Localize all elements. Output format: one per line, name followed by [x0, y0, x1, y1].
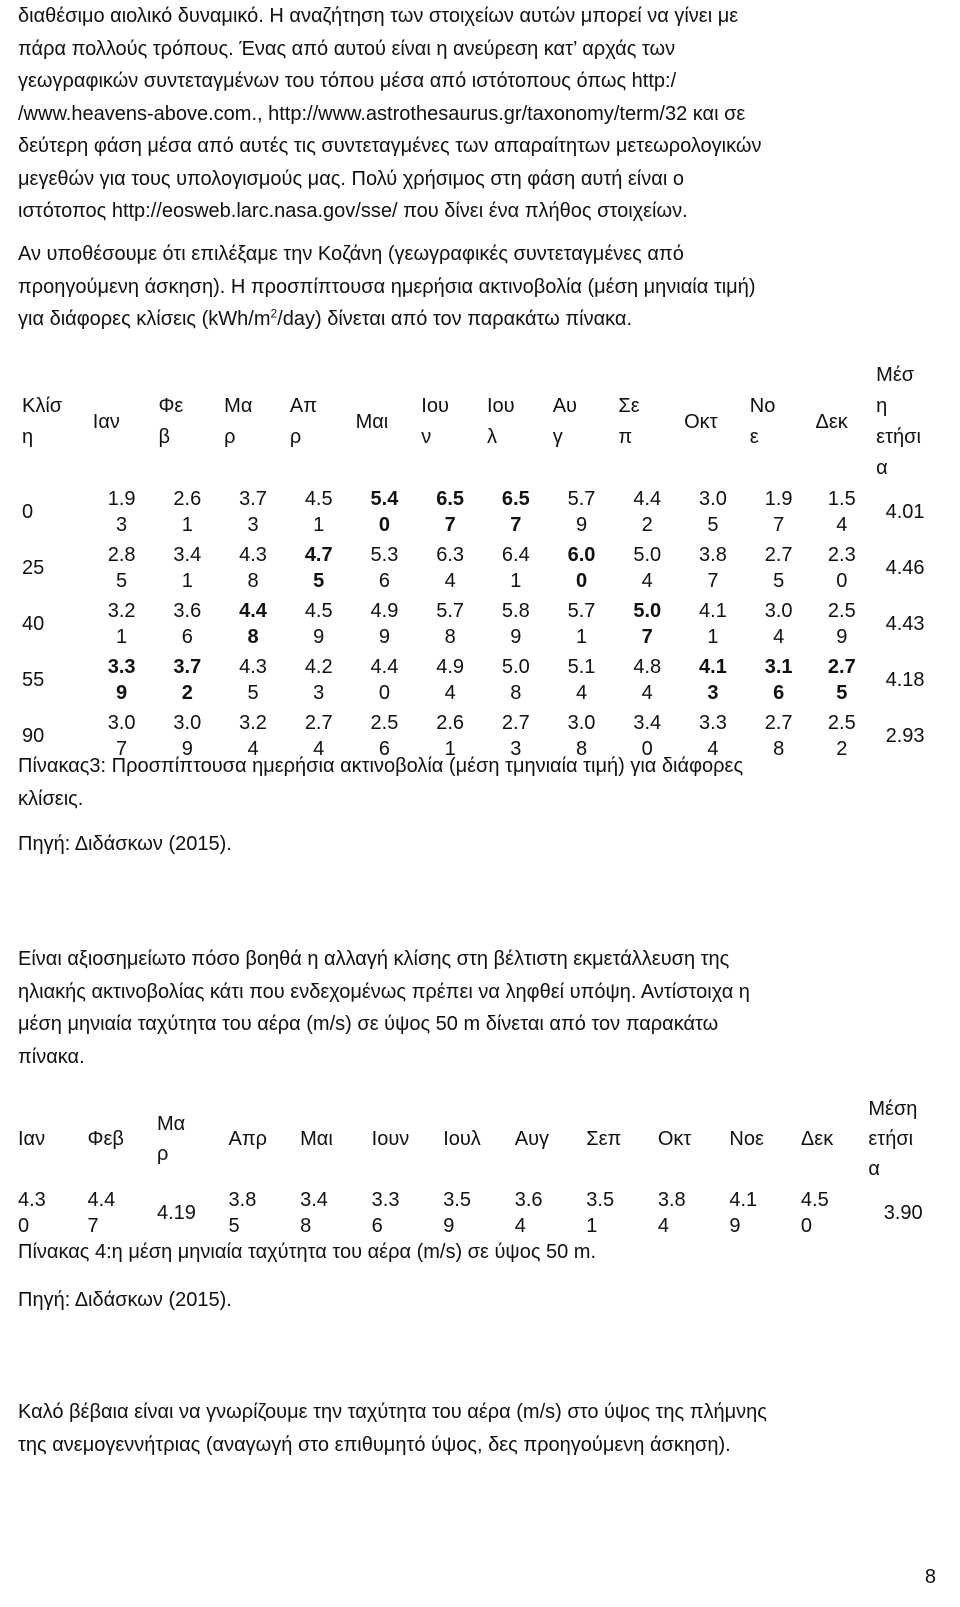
- column-header: Ιαν: [18, 1128, 46, 1150]
- caption-line: Πίνακας3: Προσπίπτουσα ημερήσια ακτινοβολία (μέση τμηνιαία τιμή) για διάφορες: [18, 755, 744, 777]
- cell-value: 5.0 7: [633, 600, 662, 648]
- column-header: Νο ε: [749, 395, 776, 448]
- cell-value: 5.3 6: [370, 544, 399, 592]
- table-cell: [746, 484, 812, 540]
- cell-value: 6.3 4: [436, 544, 465, 592]
- cell-value: 4.3 8: [239, 544, 267, 592]
- text-line: πάρα πολλούς τρόπους. Ένας από αυτού είναι η ανεύρεση κατ’ αρχάς των: [18, 37, 676, 60]
- table-cell: [220, 484, 286, 540]
- cell-value: 4.8 4: [633, 656, 662, 704]
- table-cell: [417, 652, 483, 708]
- cell-value: 3.1 6: [764, 656, 793, 704]
- cell-value: 1.9 7: [764, 488, 793, 536]
- column-header: Ιαν: [92, 410, 120, 433]
- text-line: Αν υποθέσουμε ότι επιλέξαμε την Κοζάνη (γεωγραφικές συντεταγμένες από: [18, 243, 684, 265]
- slope-cell: 0: [22, 500, 34, 523]
- table-cell: [746, 652, 812, 708]
- column-header: Σεπ: [586, 1128, 622, 1150]
- table-cell: [746, 708, 812, 764]
- column-header: Ιου λ: [486, 395, 515, 448]
- table4-caption: Πίνακας 4:η μέση μηνιαία ταχύτητα του αέρα (m/s) σε ύψος 50 m.: [18, 1241, 597, 1263]
- column-header: Αυ γ: [552, 395, 577, 448]
- cell-value: 2.7 5: [827, 656, 856, 704]
- table-cell: [549, 484, 615, 540]
- table-cell: [154, 596, 220, 652]
- table-cell: [352, 596, 418, 652]
- table-cell: [680, 540, 746, 596]
- cell-value: 4.4 7: [87, 1189, 116, 1237]
- table-cell: [812, 596, 873, 652]
- column-header: Μα ρ: [224, 395, 253, 448]
- table-cell: [729, 1184, 801, 1242]
- cell-value: 3.2 1: [107, 600, 136, 648]
- cell-value: 3.5 1: [586, 1189, 615, 1237]
- intro-paragraph: [18, 0, 943, 228]
- cell-value: 3.4 1: [173, 544, 202, 592]
- annual-mean-cell: 4.43: [885, 612, 925, 635]
- annual-mean-cell: 4.01: [885, 500, 925, 523]
- table-row: [18, 540, 938, 596]
- kozani-paragraph: [18, 238, 943, 336]
- annual-mean-cell: 2.93: [885, 724, 925, 747]
- table-cell: [286, 540, 352, 596]
- column-header: Σε π: [618, 395, 640, 448]
- cell-value: 5.7 8: [436, 600, 465, 648]
- table-cell: [680, 596, 746, 652]
- cell-value: 3.6 6: [173, 600, 202, 648]
- table-cell: [483, 540, 549, 596]
- cell-value: 1.5 4: [827, 488, 856, 536]
- table-cell: [372, 1184, 444, 1242]
- cell-value: 4.4 2: [633, 488, 662, 536]
- column-header: Δεκ: [800, 1128, 834, 1150]
- table-cell: [614, 652, 680, 708]
- table-cell: [352, 540, 418, 596]
- table3-source: Πηγή: Διδάσκων (2015).: [18, 833, 232, 855]
- table-header-row: [18, 360, 938, 484]
- table4-source: Πηγή: Διδάσκων (2015).: [18, 1289, 232, 1311]
- table-cell: [154, 540, 220, 596]
- text-line: [18, 303, 943, 336]
- table-cell: [614, 596, 680, 652]
- cell-value: 5.1 4: [567, 656, 596, 704]
- cell-value: 4.5 9: [304, 600, 333, 648]
- column-header: Φεβ: [87, 1128, 124, 1150]
- cell-value: 4.4 8: [239, 600, 267, 648]
- slope-cell: 40: [22, 612, 45, 635]
- cell-value: 3.4 0: [633, 712, 662, 760]
- table-cell: [549, 652, 615, 708]
- cell-value: 5.0 4: [633, 544, 662, 592]
- cell-value: 4.7 5: [304, 544, 333, 592]
- cell-value: 1.9 3: [107, 488, 136, 536]
- table-cell: [18, 1184, 88, 1242]
- table-cell: [154, 652, 220, 708]
- column-header: Μαι: [355, 410, 389, 433]
- table-row: [18, 596, 938, 652]
- text-line: ιστότοπος http://eosweb.larc.nasa.gov/sse/ που δίνει ένα πλήθος στοιχείων.: [18, 200, 688, 222]
- cell-value: 3.2 4: [239, 712, 267, 760]
- column-header: Αυγ: [514, 1128, 550, 1150]
- table-cell: [515, 1184, 587, 1242]
- cell-value: 3.7 2: [173, 656, 202, 704]
- text-segment: για διάφορες κλίσεις (kWh/m: [18, 308, 271, 330]
- cell-value: 4.1 3: [699, 656, 727, 704]
- table-cell: [286, 652, 352, 708]
- cell-value: 4.9 4: [436, 656, 465, 704]
- column-header: Δεκ: [815, 410, 848, 433]
- cell-value: 6.5 7: [501, 488, 530, 536]
- table-cell: [300, 1184, 372, 1242]
- cell-value: 3.3 9: [107, 656, 136, 704]
- cell-value: 4.2 3: [304, 656, 333, 704]
- table-cell: [417, 540, 483, 596]
- cell-value: 2.6 1: [173, 488, 202, 536]
- text-line: της ανεμογεννήτριας (αναγωγή στο επιθυμητό ύψος, δες προηγούμενη άσκηση).: [18, 1433, 731, 1456]
- table-cell: [220, 596, 286, 652]
- cell-value: 4.3 0: [18, 1189, 46, 1237]
- table-cell: [229, 1184, 301, 1242]
- cell-value: 6.0 0: [567, 544, 596, 592]
- irradiance-table: [18, 360, 938, 764]
- cell-value: 6.5 7: [436, 488, 465, 536]
- cell-value: 2.5 2: [827, 712, 856, 760]
- cell-value: 3.3 4: [699, 712, 727, 760]
- table3-caption: [18, 750, 743, 815]
- table-cell: [352, 652, 418, 708]
- table-cell: [483, 484, 549, 540]
- annual-mean-cell: 3.90: [883, 1201, 923, 1224]
- text-line: γεωγραφικών συντεταγμένων του τόπου μέσα από ιστότοπους όπως http:/: [18, 70, 677, 92]
- text-line: /www.heavens-above.com., http://www.astrothesaurus.gr/taxonomy/term/32 και σε: [18, 102, 746, 125]
- table-cell: [88, 1184, 158, 1242]
- table-cell: [746, 596, 812, 652]
- table-cell: [812, 540, 873, 596]
- column-header: Μέσ η ετήσι α: [876, 364, 921, 479]
- table-cell: [812, 484, 873, 540]
- cell-value: 3.0 4: [764, 600, 793, 648]
- cell-value: 3.0 7: [107, 712, 136, 760]
- text-line: Είναι αξιοσημείωτο πόσο βοηθά η αλλαγή κλίσης στη βέλτιστη εκμετάλλευση της: [18, 948, 730, 970]
- cell-value: 4.3 5: [239, 656, 267, 704]
- text-segment: /day) δίνεται από τον παρακάτω πίνακα.: [277, 308, 633, 330]
- cell-value: 4.1 9: [729, 1189, 758, 1237]
- column-header: Μέση ετήσι α: [868, 1098, 918, 1180]
- caption-line: κλίσεις.: [18, 787, 84, 810]
- cell-value: 2.8 5: [107, 544, 136, 592]
- table-cell: [286, 596, 352, 652]
- column-header: Ιου ν: [421, 395, 449, 448]
- table-cell: [220, 540, 286, 596]
- column-header: Μαι: [300, 1128, 333, 1150]
- cell-value: 3.8 5: [228, 1189, 257, 1237]
- cell-value: 4.1 1: [699, 600, 727, 648]
- cell-value: 3.4 8: [300, 1189, 328, 1237]
- table-cell: [680, 484, 746, 540]
- text-line: μέση μηνιαία ταχύτητα του αέρα (m/s) σε ύψος 50 m δίνεται από τον παρακάτω: [18, 1013, 719, 1035]
- column-header: Οκτ: [657, 1128, 692, 1150]
- wind-speed-table: [18, 1094, 938, 1242]
- table-cell: [89, 652, 155, 708]
- table-row: [18, 1184, 938, 1242]
- table-cell: [812, 708, 873, 764]
- annual-mean-cell: 4.18: [885, 668, 925, 691]
- table-row: [18, 484, 938, 540]
- text-line: μεγεθών για τους υπολογισμούς μας. Πολύ χρήσιμος στη φάση αυτή είναι ο: [18, 167, 684, 190]
- table-cell: [586, 1184, 658, 1242]
- text-line: πίνακα.: [18, 1045, 85, 1068]
- table-cell: [483, 596, 549, 652]
- cell-value: 2.7 3: [501, 712, 530, 760]
- table-header-row: [18, 1094, 938, 1184]
- column-header: Νοε: [729, 1128, 764, 1150]
- table-cell: [154, 484, 220, 540]
- cell-value: 3.0 8: [567, 712, 596, 760]
- column-header: Απρ: [228, 1128, 268, 1150]
- table-cell: [614, 484, 680, 540]
- text-line: Καλό βέβαια είναι να γνωρίζουμε την ταχύτητα του αέρα (m/s) στο ύψος της πλήμνης: [18, 1401, 767, 1423]
- table-cell: [483, 652, 549, 708]
- table-cell: [352, 484, 418, 540]
- cell-value: 2.3 0: [827, 544, 856, 592]
- slope-cell: 25: [22, 556, 45, 579]
- table-cell: [680, 652, 746, 708]
- cell-value: 5.7 1: [567, 600, 596, 648]
- table-cell: [417, 596, 483, 652]
- table-cell: [746, 540, 812, 596]
- cell-value: 3.0 5: [699, 488, 727, 536]
- cell-value: 3.0 9: [173, 712, 202, 760]
- table-cell: [89, 540, 155, 596]
- cell-value: 4.19: [157, 1202, 196, 1224]
- slope-cell: 55: [22, 668, 45, 691]
- cell-value: 2.6 1: [436, 712, 465, 760]
- table-cell: [812, 652, 873, 708]
- cell-value: 4.9 9: [370, 600, 399, 648]
- text-line: ηλιακής ακτινοβολίας κάτι που ενδεχομένως πρέπει να ληφθεί υπόψη. Αντίστοιχα η: [18, 980, 750, 1003]
- table-cell: [220, 652, 286, 708]
- table-cell: [614, 540, 680, 596]
- cell-value: 2.5 9: [827, 600, 856, 648]
- cell-value: 3.8 7: [699, 544, 727, 592]
- superscript: 2: [270, 306, 278, 321]
- column-header: Ιουν: [371, 1128, 410, 1150]
- column-header: Απ ρ: [289, 395, 318, 448]
- table-cell: [286, 484, 352, 540]
- column-header: Φε β: [158, 395, 184, 448]
- text-line: δεύτερη φάση μέσα από αυτές τις συντεταγμένες των απαραίτητων μετεωρολογικών: [18, 135, 762, 157]
- cell-value: 3.5 9: [443, 1189, 471, 1237]
- cell-value: 3.7 3: [239, 488, 267, 536]
- column-header: Κλίσ η: [22, 395, 63, 448]
- cell-value: 2.7 8: [764, 712, 793, 760]
- text-line: διαθέσιμο αιολικό δυναμικό. Η αναζήτηση των στοιχείων αυτών μπορεί να γίνει με: [18, 5, 739, 27]
- cell-value: 5.0 8: [501, 656, 530, 704]
- table-cell: [549, 540, 615, 596]
- cell-value: 3.6 4: [514, 1189, 543, 1237]
- page-number: 8: [924, 1566, 936, 1588]
- cell-value: 2.7 5: [764, 544, 793, 592]
- table-cell: [89, 596, 155, 652]
- cell-value: 4.5 1: [304, 488, 333, 536]
- table-cell: [417, 484, 483, 540]
- text-line: προηγούμενη άσκηση). Η προσπίπτουσα ημερήσια ακτινοβολία (μέση μηνιαία τιμή): [18, 275, 756, 298]
- table-cell: [443, 1184, 515, 1242]
- table-row: [18, 652, 938, 708]
- table-cell: [549, 596, 615, 652]
- slope-cell: 90: [22, 724, 45, 747]
- column-header: Ιουλ: [443, 1128, 481, 1150]
- table-cell: [658, 1184, 730, 1242]
- cell-value: 5.4 0: [370, 488, 399, 536]
- cell-value: 5.8 9: [501, 600, 530, 648]
- cell-value: 3.3 6: [371, 1189, 400, 1237]
- table-cell: [801, 1184, 868, 1242]
- cell-value: 3.8 4: [657, 1189, 686, 1237]
- annual-mean-cell: 4.46: [885, 556, 925, 579]
- cell-value: 2.5 6: [370, 712, 399, 760]
- closing-paragraph: [18, 1396, 943, 1461]
- table-cell: [89, 484, 155, 540]
- cell-value: 4.5 0: [800, 1189, 829, 1237]
- column-header: Μα ρ: [157, 1113, 186, 1165]
- cell-value: 2.7 4: [304, 712, 333, 760]
- cell-value: 6.4 1: [501, 544, 530, 592]
- noteworthy-paragraph: [18, 943, 943, 1073]
- column-header: Οκτ: [684, 410, 718, 433]
- table-cell: [157, 1184, 229, 1242]
- cell-value: 4.4 0: [370, 656, 399, 704]
- cell-value: 5.7 9: [567, 488, 596, 536]
